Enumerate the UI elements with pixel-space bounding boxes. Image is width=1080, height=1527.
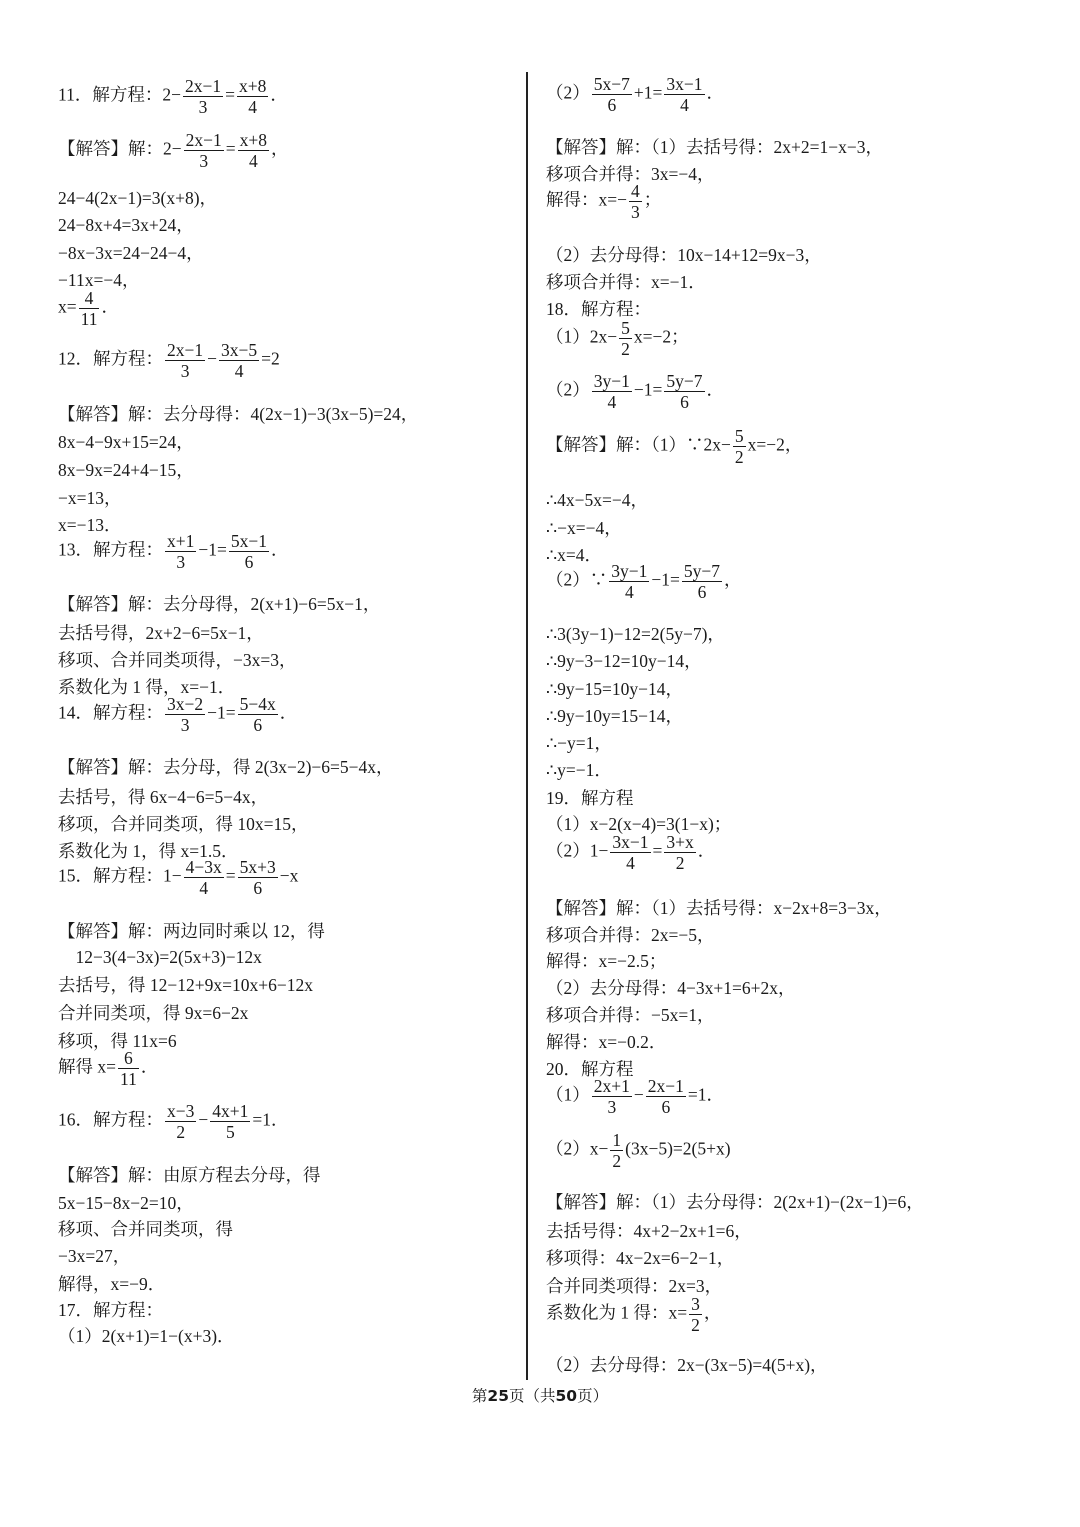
left-column-line <box>58 622 264 644</box>
text-segment: 【解答】解：去分母，得 2(3x−2)−6=5−4x， <box>58 757 394 777</box>
left-column-line <box>58 487 122 509</box>
left-column-line <box>58 813 309 835</box>
fraction <box>689 1294 702 1335</box>
text-segment: 20．解方程 <box>546 1059 634 1079</box>
text-segment: 【解答】解：由原方程去分母，得 <box>58 1165 321 1185</box>
fraction <box>238 694 278 735</box>
text-segment: （2） <box>546 82 590 103</box>
fraction <box>165 340 205 381</box>
fraction-denominator: 4 <box>234 361 244 381</box>
right-column-line <box>546 1076 724 1117</box>
footer-page-number: 25 <box>487 1387 509 1405</box>
text-segment: 移项合并得：3x=−4， <box>546 164 715 184</box>
fraction-numerator: 2x+1 <box>593 1076 630 1096</box>
right-column-line <box>546 426 802 467</box>
text-segment: （2）1− <box>546 840 609 861</box>
text-segment: 【解答】解： <box>58 138 163 159</box>
text-segment: 解得：x=−2.5； <box>546 951 667 971</box>
left-column-line <box>58 1218 233 1240</box>
text-segment: 移项，合并同类项，得 10x=15， <box>58 814 309 834</box>
footer-suffix: 页） <box>577 1387 609 1405</box>
text-segment: 解得：x=−0.2． <box>546 1032 667 1052</box>
fraction-denominator: 2 <box>176 1122 186 1142</box>
text-segment: −1= <box>651 569 680 590</box>
fraction-numerator: 3x−5 <box>221 340 258 360</box>
fraction-numerator: 1 <box>612 1130 622 1150</box>
fraction-denominator: 11 <box>80 309 98 329</box>
text-segment: 去括号得，2x+2−6=5x−1， <box>58 623 264 643</box>
fraction-denominator: 3 <box>199 151 209 171</box>
text-segment: 15．解方程： <box>58 865 163 886</box>
text-segment: 18．解方程： <box>546 299 651 319</box>
fraction-denominator: 11 <box>120 1069 137 1089</box>
fraction-denominator: 3 <box>180 715 190 735</box>
fraction-numerator: 5y−7 <box>666 371 703 391</box>
fraction <box>664 832 695 873</box>
text-segment: 系数化为 1 得：x= <box>546 1302 688 1323</box>
text-segment: = <box>225 865 236 886</box>
fraction-denominator: 3 <box>176 552 186 572</box>
text-segment: 24−4(2x−1)=3(x+8)， <box>58 188 218 208</box>
fraction-numerator: 5x−7 <box>593 74 630 94</box>
text-segment: 13．解方程： <box>58 539 163 560</box>
text-segment: ∴−x=−4， <box>546 518 622 538</box>
text-segment: 解得 x= <box>58 1056 116 1077</box>
right-column-line <box>546 759 612 781</box>
text-segment: ∴−y=1， <box>546 733 612 753</box>
fraction-denominator: 4 <box>607 392 617 412</box>
text-segment: 11．解方程： <box>58 84 163 105</box>
fraction-numerator: x−3 <box>167 1101 195 1121</box>
right-column-line <box>546 650 702 672</box>
left-column-line <box>58 756 394 778</box>
text-segment: ． <box>140 1056 159 1077</box>
text-segment: 移项合并得：x=−1． <box>546 272 706 292</box>
fraction-numerator: 3 <box>691 1294 700 1314</box>
text-segment: 14．解方程： <box>58 702 163 723</box>
left-column-line <box>58 1101 289 1142</box>
text-segment: 去括号，得 6x−4−6=5−4x， <box>58 787 269 807</box>
text-segment: 解得，x=−9． <box>58 1274 166 1294</box>
text-segment: 移项，得 11x=6 <box>58 1031 177 1051</box>
fraction <box>592 74 632 115</box>
text-segment: 12−3(4−3x)=2(5x+3)−12x <box>58 947 262 967</box>
footer-prefix: 第 <box>471 1387 488 1405</box>
text-segment: 8x−4−9x+15=24， <box>58 432 194 452</box>
right-column-line <box>546 517 622 539</box>
text-segment: 系数化为 1，得 x=1.5． <box>58 841 239 861</box>
fraction-denominator: 4 <box>626 853 635 873</box>
fraction-numerator: 2x−1 <box>184 76 222 96</box>
text-segment: ， <box>724 569 742 590</box>
right-column-line <box>546 181 661 222</box>
right-column-line <box>546 318 689 359</box>
text-segment: ， <box>271 138 289 159</box>
right-column-line <box>546 561 742 602</box>
text-segment: −1= <box>207 702 236 723</box>
text-segment: ． <box>279 702 298 723</box>
text-segment: ． <box>697 840 716 861</box>
text-segment: 【解答】解：两边同时乘以 12，得 <box>58 921 325 941</box>
left-column-line <box>58 531 289 572</box>
text-segment: =1． <box>252 1109 289 1130</box>
right-column-line <box>546 74 724 115</box>
fraction <box>219 340 259 381</box>
fraction-denominator: 3 <box>198 97 208 117</box>
text-segment: −x=13， <box>58 488 122 508</box>
fraction <box>118 1048 139 1089</box>
left-column-line <box>58 431 194 453</box>
left-column-line <box>58 694 297 735</box>
fraction <box>610 832 650 873</box>
fraction <box>238 857 278 898</box>
fraction <box>664 371 704 412</box>
fraction-numerator: x+8 <box>239 130 267 150</box>
fraction <box>733 426 746 467</box>
text-segment: 移项、合并同类项得，−3x=3， <box>58 650 297 670</box>
text-segment: ． <box>101 296 119 317</box>
right-column-line <box>546 489 648 511</box>
footer-total-pages: 50 <box>555 1387 578 1405</box>
fraction <box>165 1101 196 1142</box>
right-column-line <box>546 977 795 999</box>
text-segment: 【解答】解：（1）∵2x− <box>546 434 731 455</box>
fraction-denominator: 4 <box>624 582 634 602</box>
fraction-denominator: 3 <box>631 202 640 222</box>
text-segment: 移项合并得：2x=−5， <box>546 925 715 945</box>
text-segment: ． <box>706 379 724 400</box>
text-segment: 5x−15−8x−2=10， <box>58 1193 194 1213</box>
text-segment: − <box>207 348 217 369</box>
text-segment: 去括号，得 12−12+9x=10x+6−12x <box>58 975 313 995</box>
right-column-line <box>546 924 715 946</box>
left-column-line <box>58 76 288 117</box>
text-segment: =1． <box>687 1084 724 1105</box>
fraction-numerator: 2x−1 <box>647 1076 684 1096</box>
fraction-denominator: 6 <box>680 392 689 412</box>
text-segment: 17．解方程： <box>58 1300 163 1320</box>
text-segment: ， <box>703 1302 722 1323</box>
left-column-line <box>58 1192 194 1214</box>
right-column-line <box>546 732 612 754</box>
text-segment: x= <box>58 296 77 317</box>
text-segment: = <box>652 840 663 861</box>
fraction-denominator: 6 <box>607 95 617 115</box>
fraction-numerator: 3x−1 <box>666 74 703 94</box>
text-segment: (3x−5)=2(5+x) <box>625 1138 731 1159</box>
left-column-line <box>58 649 297 671</box>
left-column-line <box>58 1245 130 1267</box>
fraction-denominator: 2 <box>691 1315 700 1335</box>
right-column-line <box>546 1004 715 1026</box>
text-segment: ∴9y−3−12=10y−14， <box>546 651 702 671</box>
left-column-line <box>58 187 217 209</box>
fraction-numerator: 2x−1 <box>185 130 222 150</box>
fraction <box>609 561 649 602</box>
text-segment: 去括号得：4x+2−2x+1=6， <box>546 1221 752 1241</box>
text-segment: 合并同类项得：2x=3， <box>546 1276 723 1296</box>
fraction-numerator: x+1 <box>167 531 195 551</box>
fraction <box>238 130 269 171</box>
text-segment: 19．解方程 <box>546 788 634 808</box>
left-column-line <box>58 214 194 236</box>
fraction <box>610 1130 623 1171</box>
fraction-numerator: 4 <box>79 288 100 309</box>
fraction-numerator: x+8 <box>238 76 267 96</box>
text-segment: x=−2； <box>633 326 689 347</box>
text-segment: = <box>225 84 235 105</box>
text-segment: （1） <box>546 1084 590 1105</box>
left-column-line <box>58 1325 235 1347</box>
text-segment: − <box>633 1084 644 1105</box>
text-segment: =2 <box>261 348 280 369</box>
right-column-line <box>546 271 706 293</box>
text-segment: （1）2x− <box>546 326 618 347</box>
fraction <box>664 74 704 115</box>
text-segment: x=−2， <box>747 434 803 455</box>
text-segment: ． <box>706 82 724 103</box>
fraction-denominator: 4 <box>199 878 209 898</box>
text-segment: ． <box>271 539 289 560</box>
text-segment: 1− <box>163 865 182 886</box>
fraction <box>165 694 205 735</box>
text-segment: +1= <box>633 82 663 103</box>
left-column-line <box>58 1299 163 1321</box>
left-column-line <box>58 1002 248 1024</box>
text-segment: 系数化为 1 得，x=−1． <box>58 677 236 697</box>
fraction-numerator: 5x+3 <box>239 857 276 877</box>
left-column-line <box>58 459 194 481</box>
left-column-line <box>58 920 325 942</box>
text-segment: ∴3(3y−1)−12=2(5y−7)， <box>546 624 725 644</box>
fraction-denominator: 4 <box>248 97 258 117</box>
fraction-denominator: 3 <box>180 361 190 381</box>
text-segment: −1= <box>198 539 227 560</box>
fraction-denominator: 2 <box>675 853 685 873</box>
text-segment: 【解答】解：（1）去括号得：2x+2=1−x−3， <box>546 137 883 157</box>
text-segment: ∴9y−10y=15−14， <box>546 706 683 726</box>
left-column-line <box>58 857 298 898</box>
fraction-denominator: 6 <box>253 715 263 735</box>
right-column-line <box>546 1220 752 1242</box>
fraction-numerator: 3x−2 <box>167 694 204 714</box>
fraction <box>183 76 223 117</box>
fraction-denominator: 5 <box>225 1122 235 1142</box>
fraction-denominator: 3 <box>607 1097 617 1117</box>
fraction-numerator: 5−4x <box>239 694 276 714</box>
fraction-denominator: 4 <box>248 151 258 171</box>
text-segment: ∴y=−1． <box>546 760 612 780</box>
fraction-numerator: 2x−1 <box>167 340 204 360</box>
text-segment: 8x−9x=24+4−15， <box>58 460 194 480</box>
right-column-line <box>546 705 683 727</box>
text-segment: 移项得：4x−2x=6−2−1， <box>546 1248 735 1268</box>
footer-mid: 页（共 <box>508 1387 556 1405</box>
fraction <box>184 857 224 898</box>
text-segment: −11x=−4， <box>58 270 140 290</box>
right-column-line <box>546 1191 924 1213</box>
left-column-line <box>58 130 289 171</box>
left-column-line <box>58 340 280 381</box>
text-segment: x=−13． <box>58 515 122 535</box>
left-column-line <box>58 1048 158 1089</box>
right-column-line <box>546 298 651 320</box>
left-column-line <box>58 946 262 968</box>
fraction-numerator: 5y−7 <box>683 561 720 581</box>
text-segment: （2）x− <box>546 1138 609 1159</box>
text-segment: 移项、合并同类项，得 <box>58 1219 233 1239</box>
left-column-line <box>58 786 268 808</box>
fraction-numerator: 5 <box>621 318 630 338</box>
fraction-numerator: 3y−1 <box>593 371 630 391</box>
text-segment: 合并同类项，得 9x=6−2x <box>58 1003 249 1023</box>
right-column-line <box>546 244 822 266</box>
text-segment: ． <box>270 84 288 105</box>
right-column-line <box>546 136 883 158</box>
text-segment: （1）2(x+1)=1−(x+3)． <box>58 1326 235 1346</box>
text-segment: −x <box>279 865 299 886</box>
text-segment: （2）去分母得：4−3x+1=6+2x， <box>546 978 796 998</box>
fraction-denominator: 6 <box>697 582 707 602</box>
text-segment: 12．解方程： <box>58 348 163 369</box>
right-column-line <box>546 1294 721 1335</box>
fraction <box>237 76 268 117</box>
text-segment: （2）去分母得：2x−(3x−5)=4(5+x)， <box>546 1355 828 1375</box>
left-column-line <box>58 1164 321 1186</box>
right-column-line <box>546 1031 666 1053</box>
fraction <box>682 561 722 602</box>
fraction-numerator: 3x−1 <box>612 832 649 852</box>
right-column-line <box>546 950 666 972</box>
text-segment: 解得：x=− <box>546 189 627 210</box>
fraction-denominator: 6 <box>244 552 254 572</box>
text-segment: ∴x=4． <box>546 545 603 565</box>
text-segment: 16．解方程： <box>58 1109 163 1130</box>
right-column-line <box>546 832 715 873</box>
fraction-numerator: 4 <box>631 181 640 201</box>
text-segment: −3x=27， <box>58 1246 131 1266</box>
text-segment: 24−8x+4=3x+24， <box>58 215 194 235</box>
text-segment: ∴9y−15=10y−14， <box>546 679 683 699</box>
fraction-numerator: 5 <box>734 426 744 446</box>
right-column-line <box>546 623 725 645</box>
text-segment: = <box>225 138 236 159</box>
text-segment: ∴4x−5x=−4， <box>546 490 648 510</box>
right-column-line <box>546 1247 734 1269</box>
column-divider <box>526 72 528 1380</box>
left-column-line <box>58 288 119 329</box>
fraction-denominator: 4 <box>680 95 689 115</box>
fraction <box>619 318 632 359</box>
fraction-numerator: 3y−1 <box>611 561 648 581</box>
fraction-denominator: 6 <box>253 878 263 898</box>
fraction <box>629 181 642 222</box>
fraction <box>592 1076 632 1117</box>
text-segment: （2） <box>546 379 590 400</box>
text-segment: 2− <box>162 84 181 105</box>
text-segment: −1= <box>633 379 663 400</box>
text-segment: 【解答】解：（1）去分母得：2(2x+1)−(2x−1)=6， <box>546 1192 924 1212</box>
fraction-numerator: 4−3x <box>185 857 222 877</box>
fraction-denominator: 2 <box>612 1151 622 1171</box>
fraction <box>165 531 196 572</box>
fraction-numerator: 5x−1 <box>230 531 267 551</box>
text-segment: （1）x−2(x−4)=3(1−x)； <box>546 814 732 834</box>
right-column-line <box>546 1130 731 1171</box>
page-footer <box>0 1384 1080 1406</box>
fraction-denominator: 2 <box>621 339 630 359</box>
left-column-line <box>58 403 418 425</box>
right-column-line <box>546 371 724 412</box>
fraction <box>592 371 632 412</box>
right-column-line <box>546 678 683 700</box>
fraction <box>229 531 269 572</box>
text-segment: （2）去分母得：10x−14+12=9x−3， <box>546 245 822 265</box>
fraction <box>210 1101 250 1142</box>
fraction <box>184 130 224 171</box>
text-segment: 【解答】解：（1）去括号得：x−2x+8=3−3x， <box>546 898 892 918</box>
right-column-line <box>546 787 634 809</box>
fraction <box>79 288 100 329</box>
text-segment: 移项合并得：−5x=1， <box>546 1005 715 1025</box>
text-segment: − <box>198 1109 209 1130</box>
left-column-line <box>58 242 204 264</box>
fraction-denominator: 2 <box>734 447 744 467</box>
fraction <box>646 1076 686 1117</box>
text-segment: 【解答】解：去分母得：4(2x−1)−3(3x−5)=24， <box>58 404 419 424</box>
right-column-line <box>546 1354 828 1376</box>
fraction-numerator: 4x+1 <box>212 1101 249 1121</box>
text-segment: 【解答】解：去分母得，2(x+1)−6=5x−1， <box>58 594 381 614</box>
text-segment: −8x−3x=24−24−4， <box>58 243 204 263</box>
fraction-denominator: 6 <box>661 1097 671 1117</box>
left-column-line <box>58 1273 165 1295</box>
right-column-line <box>546 897 892 919</box>
left-column-line <box>58 593 380 615</box>
text-segment: 2− <box>163 138 182 159</box>
left-column-line <box>58 974 313 996</box>
fraction-numerator: 6 <box>118 1048 139 1069</box>
text-segment: （2）∵ <box>546 569 608 590</box>
fraction-numerator: 3+x <box>666 832 694 852</box>
text-segment: ； <box>643 189 662 210</box>
